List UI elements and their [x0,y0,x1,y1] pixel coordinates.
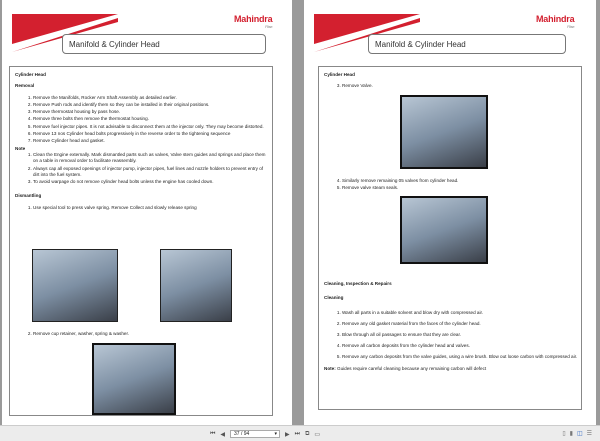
list-item: 6. Remove 13 nos Cylinder head bolts progressively in the reverse order to the tightening sequence [33,131,267,137]
chevron-down-icon[interactable]: ▾ [274,431,278,437]
list-item: 2. Remove Push rods and identify them so they can be installed in their original positions. [33,102,267,108]
cleaning-heading: Cleaning [324,295,344,301]
step-list-1 [342,83,576,89]
single-page-view-icon[interactable]: ▯ [562,431,566,437]
page-number-input[interactable]: 37 / 94 ▾ [230,430,280,438]
note-list [33,152,267,185]
page-icon[interactable]: ▭ [314,431,321,438]
list-item: 4. Remove three bolts then remove the thermostat housing. [33,116,267,122]
step-list-2 [342,178,592,193]
first-page-icon[interactable]: ⏮ [210,430,216,437]
right-page [304,0,596,425]
cup-retainer-image [92,343,176,415]
valve-seals-image [400,196,488,264]
cleaning-inspection-heading: Cleaning, Inspection & Repairs [324,281,392,286]
two-page-view-icon[interactable]: ◫ [576,431,583,437]
continuous-view-icon[interactable]: ▮ [569,431,573,437]
mahindra-logo: Mahindra Rise [536,14,575,29]
list-item: 4. Remove all carbon deposits from the cylinder head and valves. [342,343,578,349]
scroll-view-icon[interactable]: ☰ [586,431,592,437]
cleaning-list [342,310,578,360]
list-item: 3. Remove thermostat housing by pass hose. [33,109,267,115]
note-heading: Note [15,145,26,151]
list-item: 5. Remove fuel injector pipes. It is not advisable to disconnect them at the injector only. They may become distorted. [33,124,267,130]
pdf-toolbar [0,425,600,441]
valve-spring-closeup-image [160,249,232,322]
list-item: 2. Remove cup retainer, washer, spring & washer. [33,331,129,337]
list-item: 1. Wash all parts in a suitable solvent and blow dry with compressed air. [342,310,578,316]
page-title: Manifold & Cylinder Head [62,34,266,54]
list-item: 2. Always cap all exposed openings of injector pump, injector pipes, fuel lines and nozzle holders to prevent entry of dirt into the fuel system. [33,166,267,179]
dismantling-list-1 [33,205,267,211]
list-item: 1. Use special tool to press valve spring. Remove Collect and slowly release spring [33,205,267,211]
dismantling-heading: Dismantling [15,193,42,199]
list-item: 3. Blow through all oil passages to ensure that they are clear. [342,332,578,338]
valve-spring-tool-image [32,249,118,322]
mahindra-logo: Mahindra Rise [234,14,273,29]
section-heading: Cylinder Head [324,72,355,77]
section-heading: Cylinder Head [15,72,46,77]
removal-list [33,95,267,145]
list-item: 2. Remove any old gasket material from the faces of the cylinder head. [342,321,578,327]
dismantling-list-2 [33,331,129,338]
list-item: 1. Clean the Engine externally. Mark dismantled parts such as valves, Valve stem guides and springs and place them on a table in removal order to facilitate reassembly. [33,152,267,165]
removal-heading: Removal [15,83,35,89]
list-item: 1. Remove the Manifolds, Rocker Arm Shaft Assembly as detailed earlier. [33,95,267,101]
next-page-icon[interactable]: ▶ [285,431,290,438]
remove-valve-image [400,95,488,169]
list-item: 4. Similarly remove remaining 05 valves from cylinder head. [342,178,592,184]
last-page-icon[interactable]: ⏭ [294,430,301,437]
cleaning-note: Note: Guides require careful cleaning because any remaining carbon will defect [324,365,487,371]
list-item: 5. Remove any carbon deposits from the valve guides, using a wire brush. Blow out loose carbon with compressed air. [342,354,578,360]
list-item: 3. To avoid warpage do not remove cylinder head bolts unless the engine has cooled down. [33,179,267,185]
previous-page-icon[interactable]: ◀ [220,431,226,438]
list-item: 5. Remove valve steam seals. [342,185,592,191]
list-item: 7. Remove Cylinder head and gasket. [33,138,267,144]
page-title: Manifold & Cylinder Head [368,34,566,54]
list-item: 3. Remove Valve. [342,83,576,89]
copy-icon[interactable]: ⧉ [305,430,310,437]
left-page [2,0,292,425]
